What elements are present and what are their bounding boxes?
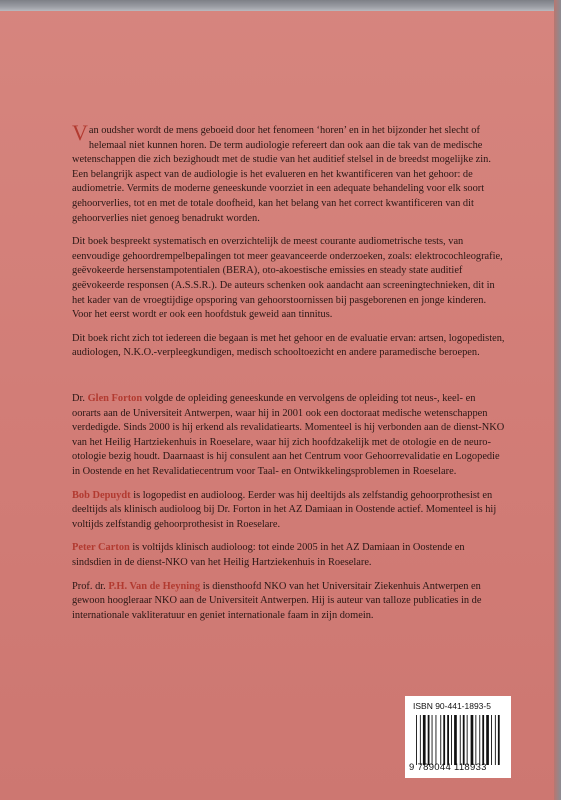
author-bio-forton [72,392,506,480]
author-name: Glen Forton [87,393,143,404]
author-name: Bob Depuydt [72,489,131,501]
intro-paragraph-1-text: an oudsher wordt de mens geboeid door het fenomeen ‘horen’ en in het bijzonder het slecht of helemaal niet kunnen horen. De term audiologie refereert dan ook aan die tak van de medische wetenschappen die zich bezighoudt met de studie van het auditief stelsel in de breedst mogelijke zin. Een belangrijk aspect van de audiologie is het evalueren en het kwantificeren van het gehoor: de audiometrie. Vermits de moderne geneeskunde voorziet in een adequate behandeling voor elk soort gehoorverlies, tot en met de totale doofheid, kan het belang van het correct kwantificeren van dit gehoorverlies niet genoeg benadrukt worden. [72,125,491,224]
author-bio-text: is diensthoofd NKO van het Universitair Ziekenhuis Antwerpen en gewoon hoogleraar NKO aan de Universiteit Antwerpen. Hij is auteur van talloze publicaties in de internationale vakliteratuur en geniet internationale faam in zijn domein. [72,580,482,621]
barcode-icon [415,715,505,765]
author-prefix: Prof. dr. [72,580,109,592]
intro-paragraph-1 [72,120,506,226]
top-edge [0,0,561,11]
author-bio-van-de-heyning [72,580,506,624]
author-name: P.H. Van de Heyning [108,580,201,592]
author-prefix: Dr. [72,393,88,404]
author-bio-text: is voltijds klinisch audioloog: tot einde 2005 in het AZ Damiaan in Oostende en sindsdien in de dienst-NKO van het Heilig Hartziekenhuis in Roeselare. [72,542,465,568]
author-bio-depuydt [72,489,506,533]
intro-paragraph-3: Dit boek richt zich tot iedereen die begaan is met het gehoor en de evaluatie ervan: artsen, logopedisten, audiologen, N.K.O.-verpleegkundigen, medisch schooltoezicht en andere paramedische beroepen. [72,332,505,359]
right-edge [554,0,561,800]
drop-cap: V [72,120,88,145]
isbn-label: ISBN 90-441-1893-5 [413,701,491,711]
intro-text [72,120,506,370]
barcode-number: 9 789044 118933 [409,762,487,773]
isbn-barcode-box [405,696,511,778]
author-bio-text: volgde de opleiding geneeskunde en vervolgens de opleiding tot neus-, keel- en oorarts aan de Universiteit Antwerpen, waar hij in 2001 ook een doctoraat medische wetenschappen verdedigde. Sinds 2000 is hij erkend als revalidatiearts. Momenteel is hij verbonden aan de dienst-NKO van het Heilig Hartziekenhuis in Roeselare, waar hij zich hoofdzakelijk met de otologie en de neuro-otologie bezig houdt. Daarnaast is hij consulent aan het Centrum voor Gehoorrevalidatie en Logopedie in Oostende en het Revalidatiecentrum voor Taal- en Ontwikkelingsproblemen in Roeselare. [72,393,505,477]
author-bios [72,392,506,632]
author-bio-text: is logopedist en audioloog. Eerder was hij deeltijds als zelfstandig gehoorprothesist en deeltijds als klinisch audioloog bij Dr. Forton in het AZ Damiaan in Oostende actief. Momenteel is hij voltijds zelfstandig gehoorprothesist in Roeselare. [72,489,497,530]
author-bio-carton [72,541,506,570]
intro-paragraph-2: Dit boek bespreekt systematisch en overzichtelijk de meest courante audiometrische tests, van eenvoudige gehoordrempelbepalingen tot meer geavanceerde onderzoeken, zoals: elektrocochleografie, geëvokeerde hersenstampotentialen (BERA), oto-akoestische emissies en steady state auditief geëvokeerde responsen (A.S.S.R.). De auteurs schenken ook aandacht aan screeningtechnieken, dit in het kader van de vroegtijdige opsporing van gehoorstoornissen bij pasgeborenen en jonge kinderen. Voor het eerst wordt er ook een hoofdstuk geweid aan tinnitus. [72,236,503,321]
author-name: Peter Carton [72,542,130,554]
